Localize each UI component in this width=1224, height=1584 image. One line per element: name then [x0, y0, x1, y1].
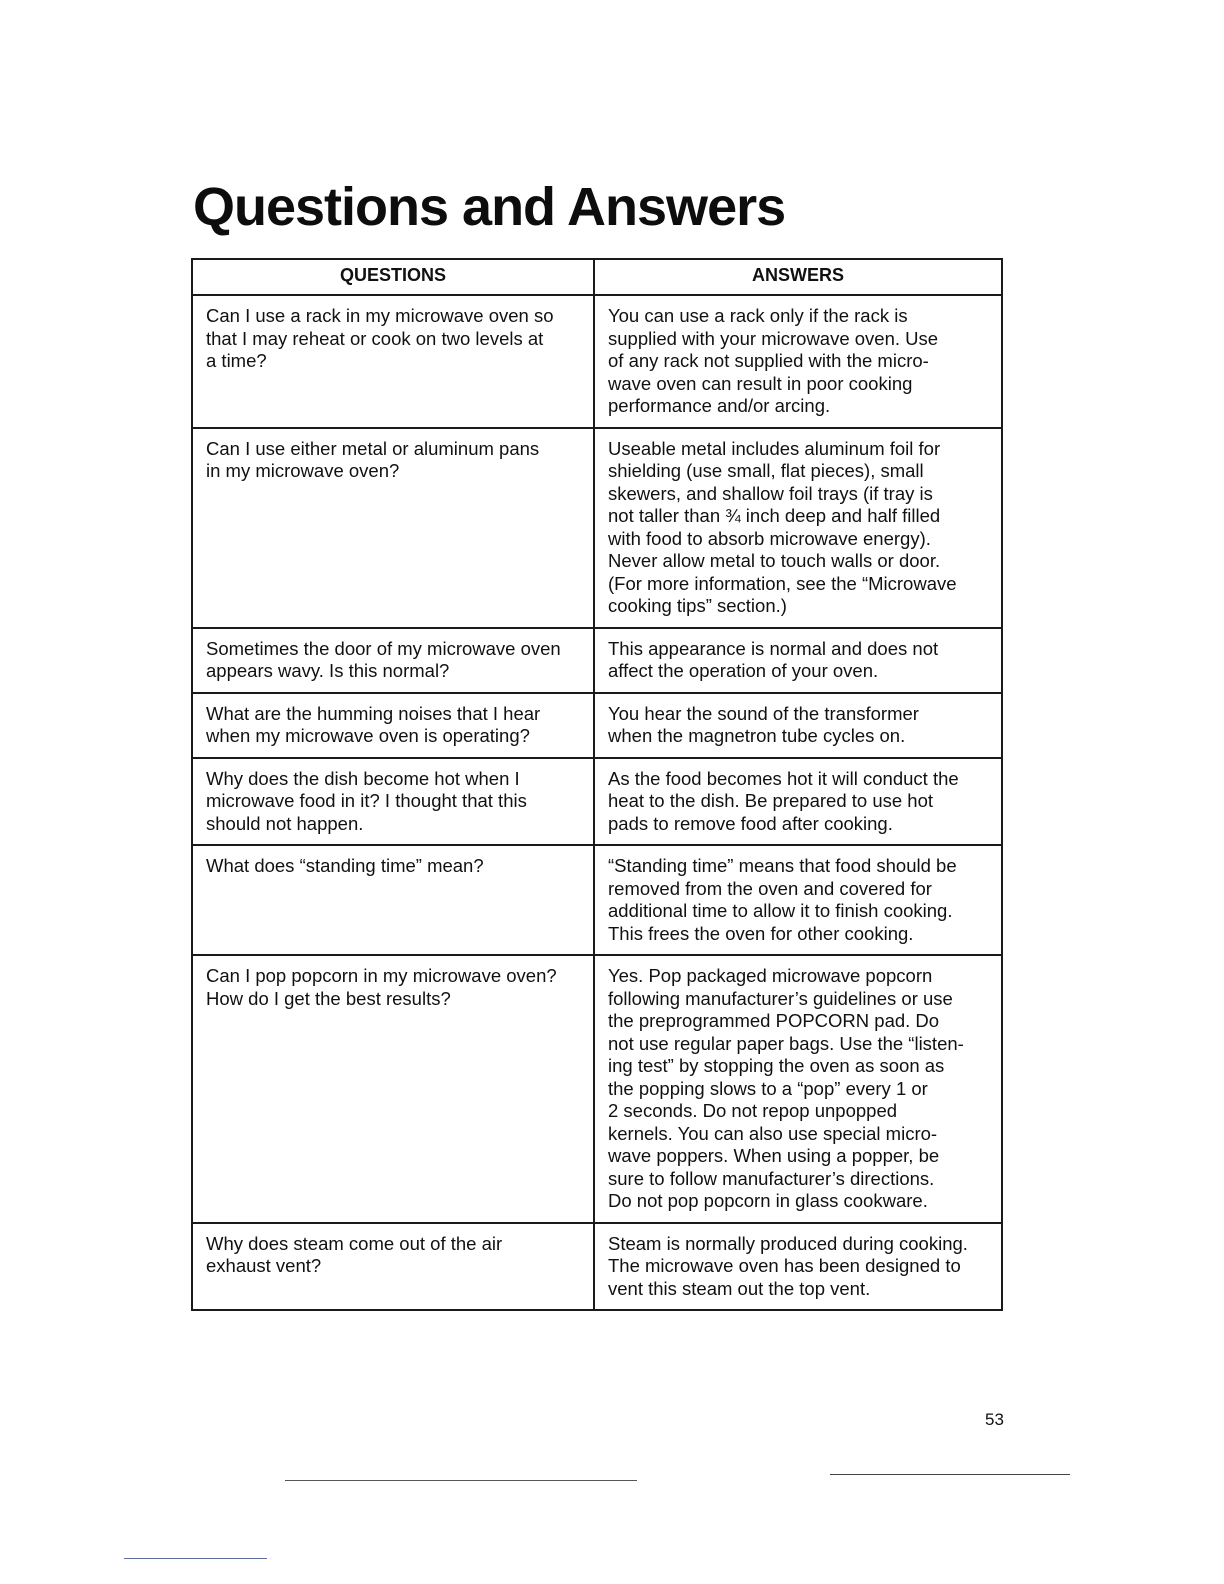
table-row [192, 628, 1002, 693]
answer-cell [594, 1223, 1002, 1311]
question-text: Can I pop popcorn in my microwave oven? How do I get the best results? [206, 965, 557, 1009]
answer-cell [594, 955, 1002, 1223]
answer-cell [594, 693, 1002, 758]
answer-cell [594, 758, 1002, 846]
footer-rule-left [285, 1480, 637, 1481]
answer-text: Useable metal includes aluminum foil for shielding (use small, flat pieces), small skewers, and shallow foil trays (if tray is not taller than ¾ inch deep and half filled with food to absorb microwave energy). Never allow metal to touch walls or door. (For more information, see the “Microwave cooking tips” section.) [608, 437, 957, 616]
question-text: What are the humming noises that I hear when my microwave oven is operating? [206, 702, 541, 746]
question-cell [192, 845, 594, 955]
question-cell [192, 628, 594, 693]
answer-text: You can use a rack only if the rack is supplied with your microwave oven. Use of any rack not supplied with the micro- wave oven can result in poor cooking performance and/or arcing. [608, 305, 939, 416]
question-cell [192, 1223, 594, 1311]
question-cell [192, 758, 594, 846]
question-text: What does “standing time” mean? [206, 855, 484, 876]
answer-cell [594, 845, 1002, 955]
question-text: Why does the dish become hot when I microwave food in it? I thought that this should not happen. [206, 767, 527, 834]
question-text: Can I use a rack in my microwave oven so that I may reheat or cook on two levels at a time? [206, 305, 554, 371]
answer-cell [594, 628, 1002, 693]
question-cell [192, 295, 594, 428]
page-number: 53 [985, 1410, 1004, 1429]
footer-rule-right [830, 1474, 1070, 1475]
table-row [192, 295, 1002, 428]
question-cell [192, 955, 594, 1223]
answer-text: Steam is normally produced during cooking. The microwave oven has been designed to vent this steam out the top vent. [608, 1232, 968, 1299]
answer-text: Yes. Pop packaged microwave popcorn following manufacturer’s guidelines or use the preprogrammed POPCORN pad. Do not use regular paper bags. Use the “listen- ing test” by stopping the oven as soon as the popping slows to a “pop” every 1 or 2 seconds. Do not repop unpopped kernels. You can also use special micro- wave poppers. When using a popper, be sure to follow manufacturer’s directions. Do not pop popcorn in glass cookware. [608, 965, 964, 1211]
table-header-row [192, 259, 1002, 295]
question-cell [192, 428, 594, 628]
page-title: Questions and Answers [193, 177, 786, 237]
table-row [192, 1223, 1002, 1311]
question-text: Why does steam come out of the air exhaust vent? [206, 1232, 503, 1276]
bottom-link-underline [124, 1558, 267, 1559]
question-text: Can I use either metal or aluminum pans in my microwave oven? [206, 437, 540, 481]
answer-text: This appearance is normal and does not affect the operation of your oven. [608, 637, 939, 681]
qa-table [191, 258, 1003, 1311]
table-row [192, 428, 1002, 628]
answer-text: You hear the sound of the transformer when the magnetron tube cycles on. [608, 702, 919, 746]
question-text: Sometimes the door of my microwave oven appears wavy. Is this normal? [206, 637, 561, 681]
question-cell [192, 693, 594, 758]
table-row [192, 758, 1002, 846]
table-row [192, 693, 1002, 758]
answer-cell [594, 295, 1002, 428]
answer-cell [594, 428, 1002, 628]
answer-text: As the food becomes hot it will conduct the heat to the dish. Be prepared to use hot pads to remove food after cooking. [608, 767, 959, 834]
answer-text: “Standing time” means that food should be removed from the oven and covered for additional time to allow it to finish cooking. This frees the oven for other cooking. [608, 855, 957, 944]
table-row [192, 845, 1002, 955]
table-row [192, 955, 1002, 1223]
questions-header: QUESTIONS [192, 259, 594, 295]
answers-header: ANSWERS [594, 259, 1002, 295]
